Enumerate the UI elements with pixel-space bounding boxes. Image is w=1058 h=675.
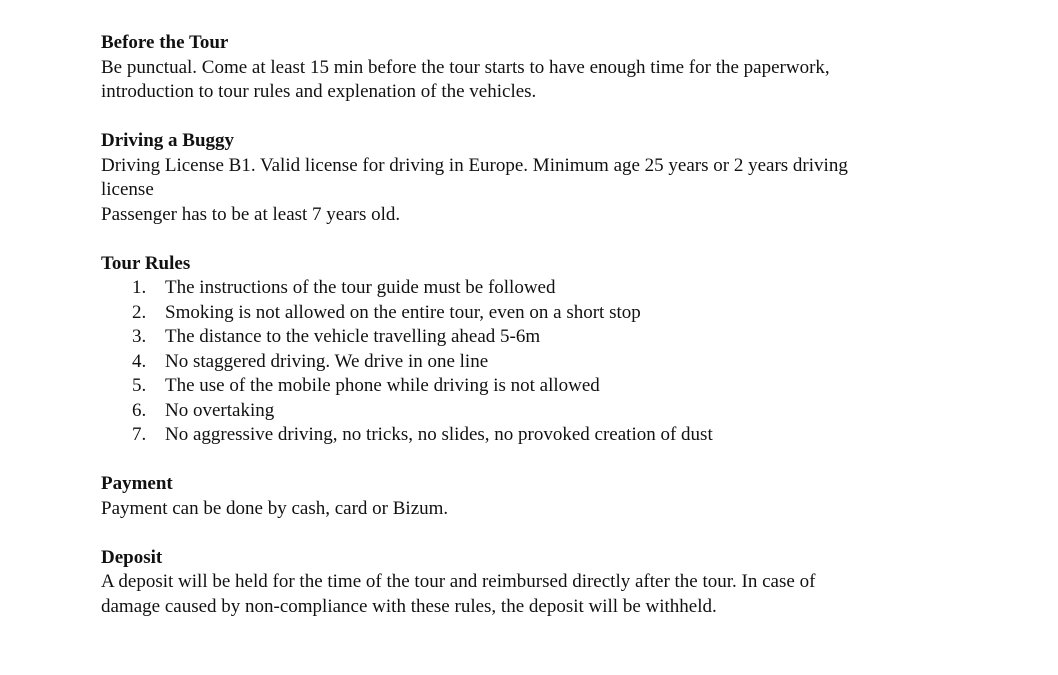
- list-item-text: Smoking is not allowed on the entire tour, even on a short stop: [165, 301, 641, 323]
- list-item-text: The instructions of the tour guide must be followed: [165, 277, 556, 298]
- heading-tour-rules: Tour Rules: [101, 252, 191, 274]
- list-item-number: 6.: [132, 399, 147, 421]
- list-item: [132, 350, 961, 375]
- list-item-number: 2.: [132, 301, 147, 323]
- heading-driving-buggy: Driving a Buggy: [101, 130, 235, 151]
- heading-payment: Payment: [101, 473, 173, 494]
- paragraph-line: Be punctual. Come at least 15 min before the tour starts to have enough time for the paperwork,: [101, 56, 830, 78]
- list-item-text: The use of the mobile phone while driving is not allowed: [165, 375, 600, 396]
- section-before-tour: [101, 31, 961, 105]
- list-item: [132, 374, 961, 399]
- list-item-text: No staggered driving. We drive in one line: [165, 350, 489, 372]
- paragraph-line: damage caused by non-compliance with these rules, the deposit will be withheld.: [101, 595, 717, 617]
- list-item: [132, 423, 961, 448]
- list-item-number: 5.: [132, 375, 147, 396]
- list-item: [132, 399, 961, 424]
- section-deposit: [101, 546, 961, 620]
- list-item: [132, 301, 961, 326]
- section-tour-rules: [101, 252, 961, 448]
- list-item-text: The distance to the vehicle travelling ahead 5-6m: [165, 326, 541, 347]
- heading-deposit: Deposit: [101, 546, 163, 568]
- list-item-number: 3.: [132, 326, 147, 347]
- paragraph-line: license: [101, 179, 154, 200]
- list-item-number: 4.: [132, 350, 147, 372]
- list-item-text: No overtaking: [165, 399, 275, 421]
- heading-before-tour: Before the Tour: [101, 32, 229, 53]
- paragraph-line: introduction to tour rules and explenation of the vehicles.: [101, 81, 537, 102]
- list-item: [132, 325, 961, 350]
- paragraph-line: Driving License B1. Valid license for driving in Europe. Minimum age 25 years or 2 years driving: [101, 154, 848, 176]
- list-item: [132, 276, 961, 301]
- list-item-number: 1.: [132, 277, 147, 298]
- paragraph-line: Passenger has to be at least 7 years old.: [101, 203, 401, 225]
- rules-list: [101, 276, 961, 448]
- list-item-text: No aggressive driving, no tricks, no slides, no provoked creation of dust: [165, 424, 713, 445]
- paragraph-line: Payment can be done by cash, card or Bizum.: [101, 497, 449, 519]
- paragraph-line: A deposit will be held for the time of the tour and reimbursed directly after the tour. In case of: [101, 571, 816, 592]
- section-driving-buggy: [101, 129, 961, 227]
- list-item-number: 7.: [132, 424, 147, 445]
- section-payment: [101, 472, 961, 521]
